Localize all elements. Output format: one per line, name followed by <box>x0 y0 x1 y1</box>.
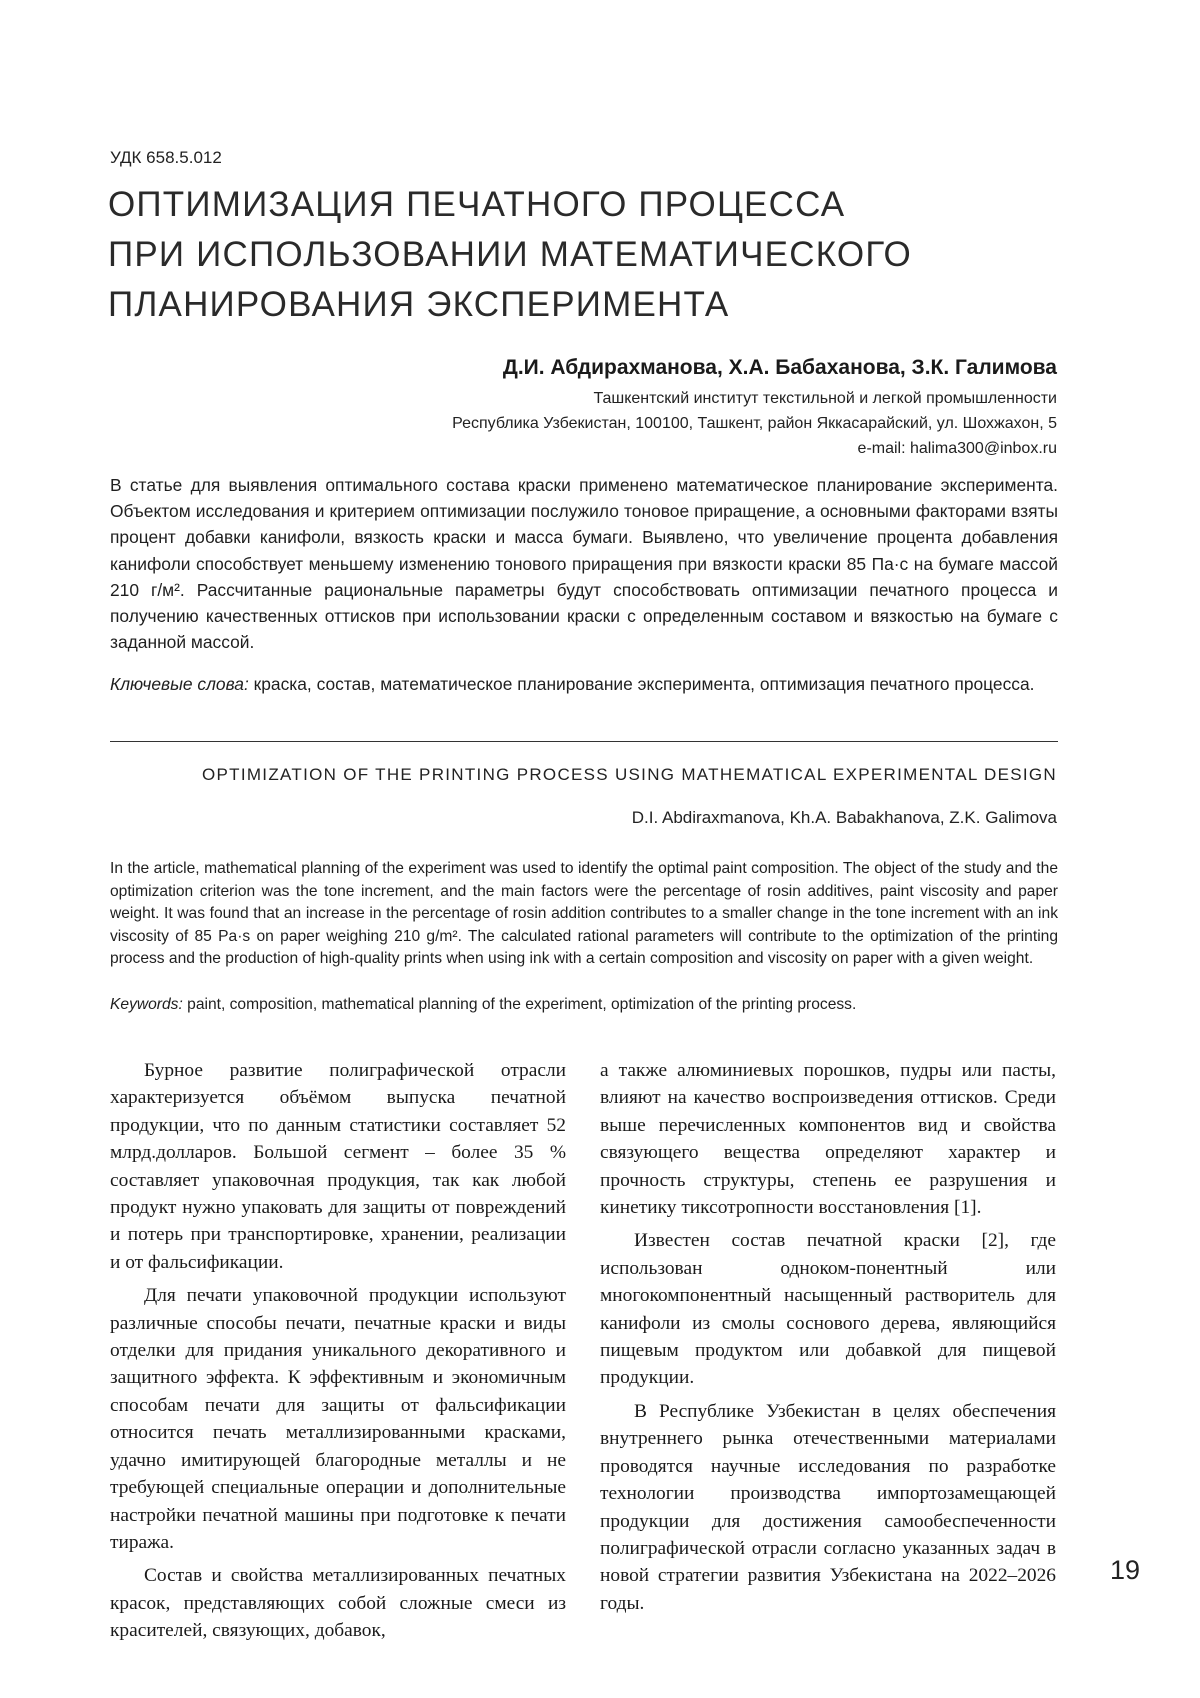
paragraph: Бурное развитие полиграфической отрасли характеризуется объёмом выпуска печатной продукции, что по данным статистики составляет 52 млрд.долларов. Большой сегмент – более 35 % составляет упаковочная продукция, так как любой продукт нужно упаковать для защиты от повреждений и потерь при транспортировке, хранении, реализации и от фальсификации. <box>110 1060 566 1273</box>
section-divider <box>110 741 1058 742</box>
paragraph: а также алюминиевых порошков, пудры или пасты, влияют на качество воспроизведения оттисков. Среди выше перечисленных компонентов вид и свойства связующего вещества определяют характер и прочность структуры, степень ее разрушения и кинетику тиксотропности восстановления [1]. <box>600 1060 1056 1219</box>
keywords-ru-text: краска, состав, математическое планирование эксперимента, оптимизация печатного процесса. <box>248 674 1035 694</box>
article-title <box>108 180 1068 330</box>
title-en: OPTIMIZATION OF THE PRINTING PROCESS USING MATHEMATICAL EXPERIMENTAL DESIGN <box>201 765 1057 784</box>
affiliation-email: e-mail: halima300@inbox.ru <box>857 440 1057 457</box>
title-line: ОПТИМИЗАЦИЯ ПЕЧАТНОГО ПРОЦЕССА <box>108 185 846 224</box>
affiliation-institute: Ташкентский институт текстильной и легкой промышленности <box>593 390 1057 407</box>
keywords-ru <box>110 671 1058 697</box>
title-line: ПЛАНИРОВАНИЯ ЭКСПЕРИМЕНТА <box>108 285 730 324</box>
keywords-ru-label: Ключевые слова: <box>110 674 249 694</box>
keywords-en <box>110 994 1058 1017</box>
abstract-en: In the article, mathematical planning of the experiment was used to identify the optimal paint composition. The object of the study and the optimization criterion was the tone increment, and the main factors were the percentage of rosin additives, paint viscosity and paper weight. It was found that an increase in the percentage of rosin addition contributes to a smaller change in the tone increment with an ink viscosity of 85 Pa·s on paper weighing 210 g/m². The calculated rational parameters will contribute to the optimization of the printing process and the production of high-quality prints when using ink with a certain composition and viscosity on paper with a given weight. <box>110 860 1058 968</box>
page-number: 19 <box>1110 1555 1141 1585</box>
abstract-ru: В статье для выявления оптимального состава краски применено математическое планирование эксперимента. Объектом исследования и критерием оптимизации послужило тоновое приращение, а основными факторами взяты процент добавки канифоли, вязкость краски и масса бумаги. Выявлено, что увеличение процента добавления канифоли способствует меньшему изменению тонового приращения при вязкости краски 85 Па·с на бумаге массой 210 г/м². Рассчитанные рациональные параметры будут способствовать оптимизации печатного процесса и получению качественных оттисков при использовании краски с определенным составом и вязкостью на бумаге с заданной массой. <box>110 475 1058 653</box>
body-column-right <box>600 1057 1056 1617</box>
authors-ru: Д.И. Абдирахманова, Х.А. Бабаханова, З.К. Галимова <box>502 356 1057 379</box>
authors-en: D.I. Abdiraxmanova, Kh.A. Babakhanova, Z.K. Galimova <box>631 808 1057 827</box>
body-column-left <box>110 1057 566 1645</box>
keywords-en-text: paint, composition, mathematical planning of the experiment, optimization of the printing process. <box>182 996 857 1013</box>
udc-code: УДК 658.5.012 <box>110 148 222 167</box>
title-line: ПРИ ИСПОЛЬЗОВАНИИ МАТЕМАТИЧЕСКОГО <box>108 235 912 274</box>
paragraph: Состав и свойства металлизированных печатных красок, представляющих собой сложные смеси из красителей, связующих, добавок, <box>110 1565 566 1642</box>
affiliation-address: Республика Узбекистан, 100100, Ташкент, район Яккасарайский, ул. Шохжахон, 5 <box>452 415 1057 432</box>
keywords-en-label: Keywords: <box>110 996 183 1013</box>
paragraph: Известен состав печатной краски [2], где использован одноком-понентный или многокомпонентный насыщенный растворитель для канифоли из смолы соснового дерева, являющийся пищевым продуктом или добавкой для пищевой продукции. <box>600 1230 1056 1389</box>
paragraph: В Республике Узбекистан в целях обеспечения внутреннего рынка отечественными материалами проводятся научные исследования по разработке технологии производства импортозамещающей продукции для достижения самообеспеченности полиграфической отрасли согласно указанных задач в новой стратегии развития Узбекистана на 2022–2026 годы. <box>600 1400 1056 1614</box>
paragraph: Для печати упаковочной продукции используют различные способы печати, печатные краски и виды отделки для придания уникального декоративного и защитного эффекта. К эффективным и экономичным способам печати для защиты от фальсификации относится печать металлизированными красками, удачно имитирующей благородные металлы и не требующей специальные операции и дополнительные настройки печатной машины при подготовке к печати тиража. <box>110 1285 566 1553</box>
